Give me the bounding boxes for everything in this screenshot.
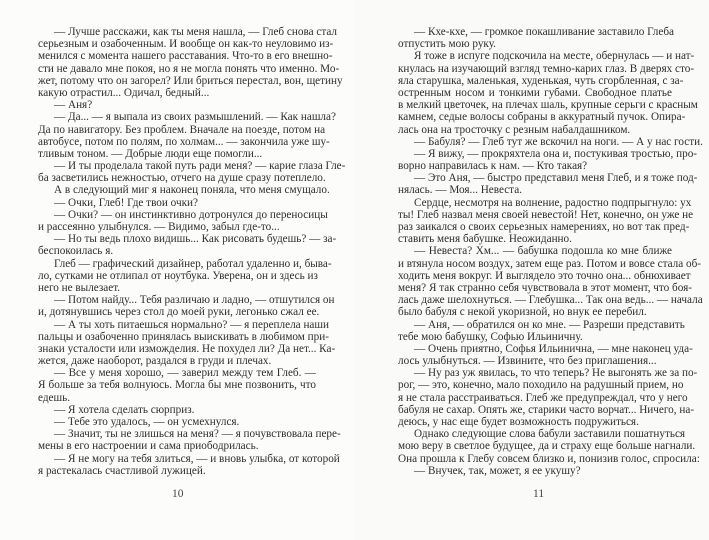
- text-line: — И ты проделала такой путь ради меня? — карие глаза Гле-: [54, 160, 346, 173]
- text-line: и рассеянно улыбнулся. — Видимо, забыл где-то...: [38, 221, 280, 233]
- text-line: — Потом найду... Тебя различаю и ладно, — отшутился он: [54, 294, 335, 307]
- text-line: и втянула носом воздух, затем еще раз. Потом и вовсе стала об-: [398, 257, 702, 270]
- text-line: Я тоже в испуге подскочила на месте, обернулась — и нат-: [414, 50, 695, 63]
- text-line: тебе мою бабушку, Софью Ильиничну.: [398, 330, 583, 343]
- text-line: него не вылезает.: [38, 281, 121, 294]
- text-line: кнулась на изучающий взгляд темно-карих глаз. В дверях сто-: [398, 62, 695, 75]
- text-line: — А ты хоть питаешься нормально? — я переплела наши: [54, 318, 329, 331]
- text-line: Она прошла к Глебу совсем близко и, понизив голос, спросила:: [398, 452, 700, 465]
- text-line: жет, потому что он загорел? Или бриться перестал, вон, щетину: [38, 74, 343, 87]
- text-line: пальцы и озабоченно принялась выискивать в любимом при-: [38, 330, 329, 343]
- text-line: — Невеста? Хм... — бабушка подошла ко мне ближе: [414, 245, 672, 258]
- text-line: знаки усталости или изможделия. Не похудел ли? Да нет... Ка-: [38, 342, 336, 355]
- text-line: — Я хотела сделать сюрприз.: [54, 403, 195, 416]
- text-line: А в следующий миг я наконец поняла, что меня смущало.: [54, 184, 330, 197]
- text-line: ло, сутками не отлипал от ноутбука. Уверена, он и здесь из: [38, 269, 318, 282]
- text-line: ты! Глеб назвал меня своей невестой! Нет, конечно, он уже не: [398, 208, 694, 221]
- text-line: едешь.: [38, 391, 70, 404]
- right-page: [354, 0, 709, 540]
- text-line: жется, даже наоборот, раздался в груди и плечах.: [38, 355, 272, 368]
- text-line: — Аня, — обратился он ко мне. — Разреши представить: [414, 318, 685, 331]
- text-line: Глеб — графический дизайнер, работал удаленно и, быва-: [54, 257, 332, 270]
- text-line: — Очень приятно, Софья Ильинична, — мне наконец уда-: [414, 342, 693, 355]
- text-line: лась даже шелохнуться. — Глебушка... Так она ведь... — начала: [398, 294, 703, 307]
- text-line: Сердце, несмотря на волнение, радостно подпрыгнуло: ух: [414, 196, 692, 209]
- text-line: мою веру в светлое будущее, да и страху еще больше нагнали.: [398, 440, 696, 453]
- left-page: [0, 0, 354, 540]
- text-line: — Я не могу на тебя злиться, — и вновь улыбка, от которой: [54, 452, 340, 465]
- text-line: беспокоилась я.: [38, 245, 114, 258]
- text-line: — Да... — я выпала из своих размышлений. — Как нашла?: [54, 111, 336, 124]
- text-line: Я больше за тебя волнуюсь. Могла бы мне позвонить, что: [38, 379, 316, 392]
- text-line: — Ну раз уж явилась, то что теперь? Не выгонять же за по-: [414, 367, 698, 380]
- text-line: ба засветились нежностью, отчего на душе сразу потеплело.: [38, 172, 326, 185]
- text-line: деюсь, у нас еще будет возможность подружиться.: [398, 416, 639, 428]
- text-line: остренным носом и тонкими губами. Свободное платье: [398, 86, 672, 99]
- text-line: в мелкий цветочек, на плечах шаль, крупные серьги с красным: [398, 99, 698, 112]
- text-line: — Но ты ведь плохо видишь... Как рисовать будешь? — за-: [54, 233, 337, 246]
- text-line: бабуля не сахар. Опять же, старики часто ворчат... Ничего, на-: [398, 403, 695, 416]
- text-line: я не стала расстраиваться. Глеб же предупреждал, что у него: [398, 391, 688, 404]
- text-line: — Аня?: [54, 99, 93, 112]
- text-line: Да по навигатору. Без проблем. Вначале на поезде, потом на: [38, 123, 326, 136]
- text-line: — Тебе это удалось, — он усмехнулся.: [54, 416, 240, 428]
- text-line: — Очки, Глеб! Где твои очки?: [54, 196, 198, 209]
- text-line: нялась. — Моя... Невеста.: [398, 184, 522, 197]
- page-number: 10: [172, 488, 184, 500]
- text-line: — Очки? — он инстинктивно дотронулся до переносицы: [54, 208, 328, 221]
- text-line: и, дотянувшись через стол до моей руки, легонько сжал ее.: [38, 306, 320, 319]
- text-line: ставить меня бабушке. Неожиданно.: [398, 233, 572, 246]
- text-line: — Я вижу, — прокряхтела она и, постукивая тростью, про-: [414, 147, 698, 160]
- text-line: — Лучше расскажи, как ты меня нашла, — Глеб снова стал: [54, 26, 338, 38]
- text-line: — Кхе-кхе, — громкое покашливание заставило Глеба: [414, 26, 674, 38]
- text-line: — Бабуля? — Глеб тут же вскочил на ноги. — А у нас гости.: [414, 135, 703, 148]
- text-line: серьезным и озабоченным. И вообще он как-то неуловимо из-: [38, 38, 334, 51]
- text-line: менился с момента нашего расставания. Что-то в его внешно-: [38, 50, 333, 63]
- text-line: — Все у меня хорошо, — заверил между тем Глеб. —: [54, 367, 316, 380]
- text-line: мены в его настроении и сама приободрилась.: [38, 440, 259, 453]
- text-line: тливым тоном. — Добрые люди еще помогли...: [38, 147, 263, 160]
- text-line: яла старушка, маленькая, худенькая, чуть сгорбленная, с за-: [398, 74, 684, 87]
- text-line: рог, — это, конечно, мало походило на радушный прием, но: [398, 379, 684, 392]
- text-line: ходить меня вокруг. И выглядело это точно она... обнюхивает: [398, 269, 691, 282]
- text-line: — Это Аня, — быстро представил меня Глеб, и я тоже под-: [414, 172, 698, 185]
- text-line: какую отрастил... Одичал, бедный...: [38, 86, 210, 99]
- text-line: — Значит, ты не злишься на меня? — я почувствовала пере-: [54, 428, 341, 441]
- text-line: камнем, седые волосы собраны в аккуратный пучок. Опира-: [398, 111, 686, 124]
- text-line: было бабуля с некой укоризной, но внук ее перебил.: [398, 306, 647, 319]
- page-text: [38, 26, 346, 477]
- text-line: — Внучек, так, может, я ее укушу?: [414, 464, 581, 477]
- page-number: 11: [533, 488, 545, 500]
- text-line: раз заикался о своих серьезных намерениях, но вот так пред-: [398, 221, 690, 233]
- text-line: автобусе, потом по полям, по холмам... — закончила уже шу-: [38, 135, 330, 148]
- text-line: Однако следующие слова бабули заставили пошатнуться: [414, 428, 686, 441]
- text-line: отпустить мою руку.: [398, 38, 496, 51]
- text-line: меня? Я так странно себя чувствовала в этот момент, что боя-: [398, 281, 692, 294]
- text-line: лось улыбнуться. — Извините, что без приглашения...: [398, 355, 657, 368]
- text-line: я растекалась счастливой лужицей.: [38, 464, 206, 477]
- text-line: лась она на тросточку с резным набалдашником.: [398, 123, 631, 136]
- page-text: [398, 26, 703, 477]
- text-line: ворно направилась к нам. — Кто такая?: [398, 160, 588, 173]
- text-line: сти не давало мне покоя, но я не могла понять что именно. Мо-: [38, 62, 340, 75]
